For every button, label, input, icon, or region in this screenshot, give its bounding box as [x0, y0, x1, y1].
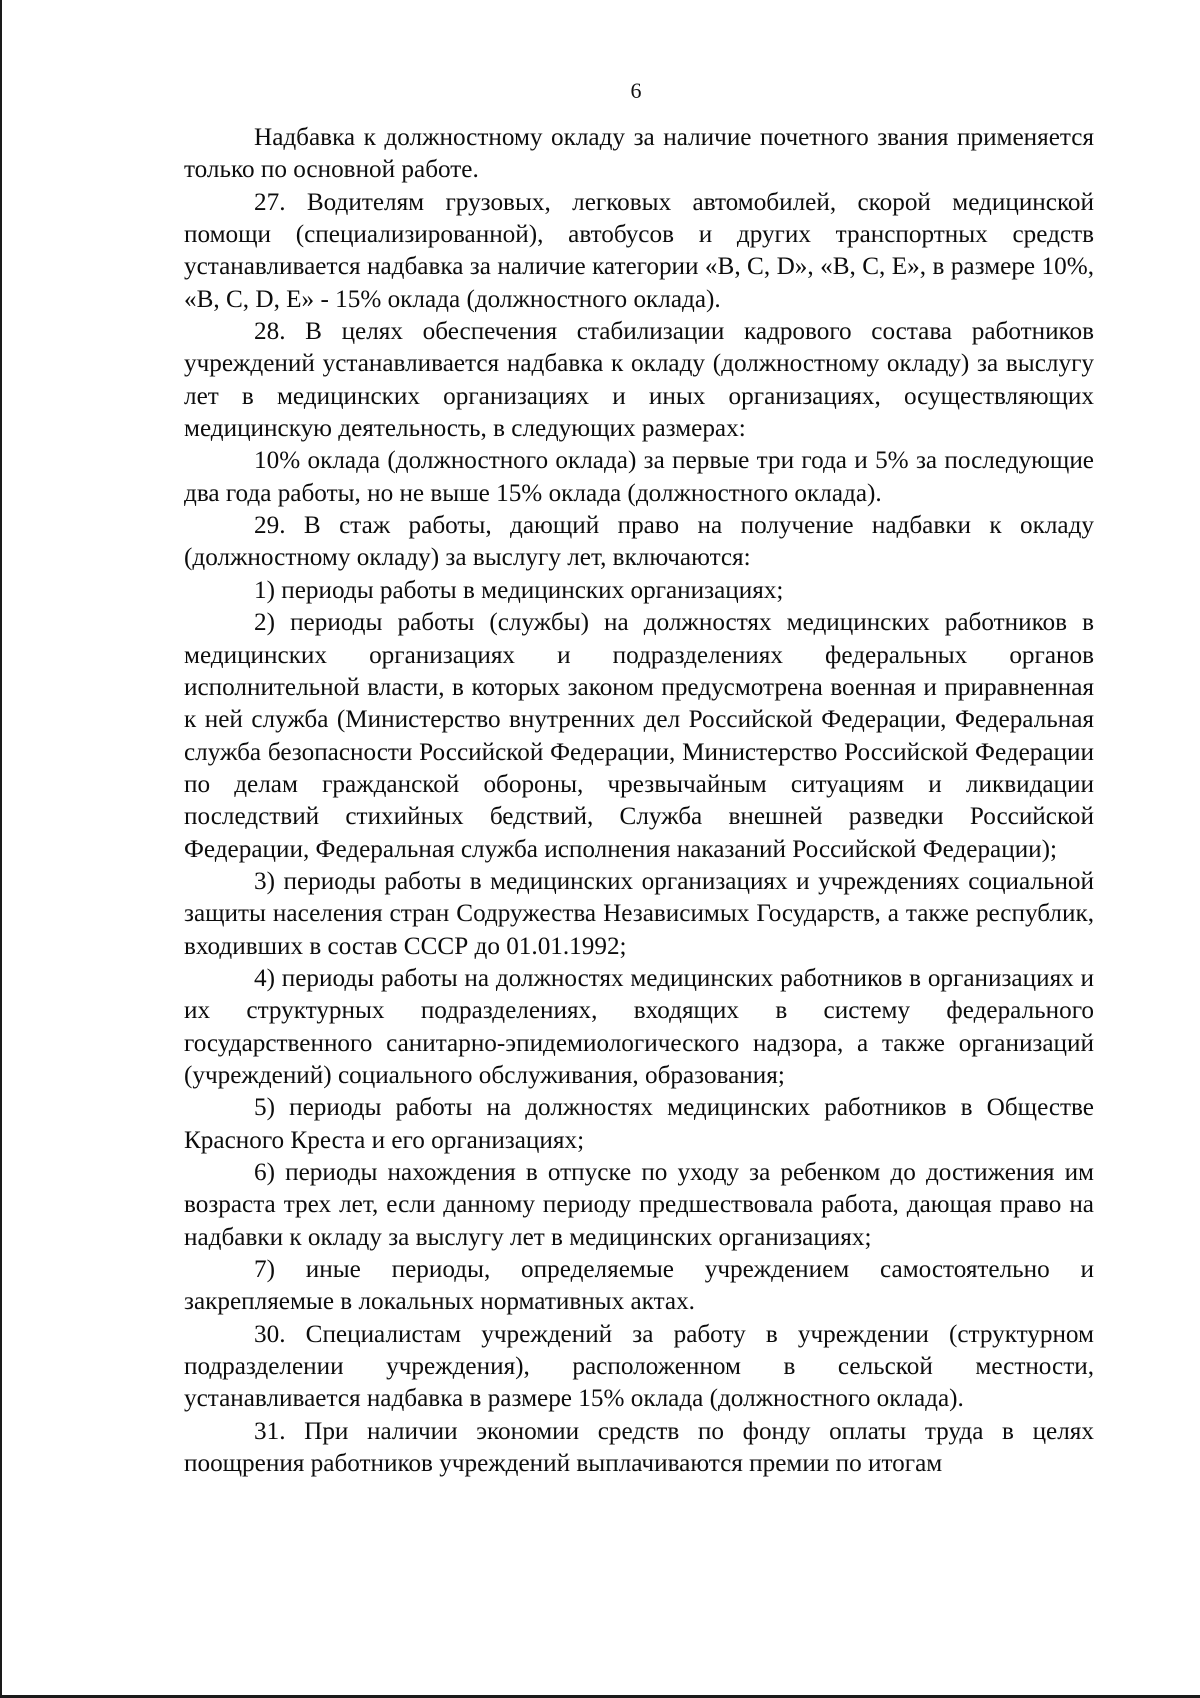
list-item-7: 7) иные периоды, определяемые учреждением самостоятельно и закрепляемые в локальных нормативных актах.	[184, 1256, 1094, 1316]
list-item-4: 4) периоды работы на должностях медицинских работников в организациях и их структурных подразделениях, входящих в систему федерального государственного санитарно-эпидемиологического надзора, а также организаций (учреждений) социального обслуживания, образования;	[184, 964, 1094, 1089]
document-body	[184, 122, 1094, 1480]
paragraph-30-rural-bonus: 30. Специалистам учреждений за работу в учреждении (структурном подразделении учреждения), расположенном в сельской местности, устанавливается надбавка в размере 15% оклада (должностного оклада).	[184, 1320, 1094, 1413]
paragraph-31-bonuses: 31. При наличии экономии средств по фонду оплаты труда в целях поощрения работников учреждений выплачиваются премии по итогам	[184, 1417, 1094, 1478]
paragraph-29-service-periods: 29. В стаж работы, дающий право на получение надбавки к окладу (должностному окладу) за выслугу лет, включаются:	[184, 512, 1094, 572]
paragraph-27-drivers-category-bonus: 27. Водителям грузовых, легковых автомобилей, скорой медицинской помощи (специализированной), автобусов и других транспортных средств устанавливается надбавка за наличие категории «В, С, D», «В, С, Е», в размере 10%, «В, С, D, Е» - 15% оклада (должностного оклада).	[184, 188, 1094, 313]
list-item-3: 3) периоды работы в медицинских организациях и учреждениях социальной защиты населения стран Содружества Независимых Государств, а также республик, входивших в состав СССР до 01.01.1992;	[184, 867, 1094, 960]
list-item-5: 5) периоды работы на должностях медицинских работников в Обществе Красного Креста и его организациях;	[184, 1094, 1094, 1154]
list-item-6: 6) периоды нахождения в отпуске по уходу за ребенком до достижения им возраста трех лет, если данному периоду предшествовала работа, дающая право на надбавки к окладу за выслугу лет в медицинских организациях;	[184, 1159, 1094, 1251]
paragraph-28-length-of-service-bonus: 28. В целях обеспечения стабилизации кадрового состава работников учреждений устанавливается надбавка к окладу (должностному окладу) за выслугу лет в медицинских организациях и иных организациях, осуществляющих медицинскую деятельность, в следующих размерах:	[184, 318, 1094, 443]
list-item-1: 1) периоды работы в медицинских организациях;	[254, 576, 784, 604]
page-number: 6	[630, 78, 642, 103]
paragraph-honorary-title-bonus: Надбавка к должностному окладу за наличие почетного звания применяется только по основной работе.	[184, 124, 1094, 184]
list-item-2: 2) периоды работы (службы) на должностях медицинских работников в медицинских организациях и подразделениях федеральных органов исполнительной власти, в которых законом предусмотрена военная и приравненная к ней служба (Министерство внутренних дел Российской Федерации, Федеральная служба безопасности Российской Федерации, Министерство Российской Федерации по делам гражданской обороны, чрезвычайным ситуациям и ликвидации последствий стихийных бедствий, Служба внешней разведки Российской Федерации, Федеральная служба исполнения наказаний Российской Федерации);	[184, 609, 1094, 863]
paragraph-bonus-rates: 10% оклада (должностного оклада) за первые три года и 5% за последующие два года работы, но не выше 15% оклада (должностного оклада).	[184, 447, 1094, 507]
